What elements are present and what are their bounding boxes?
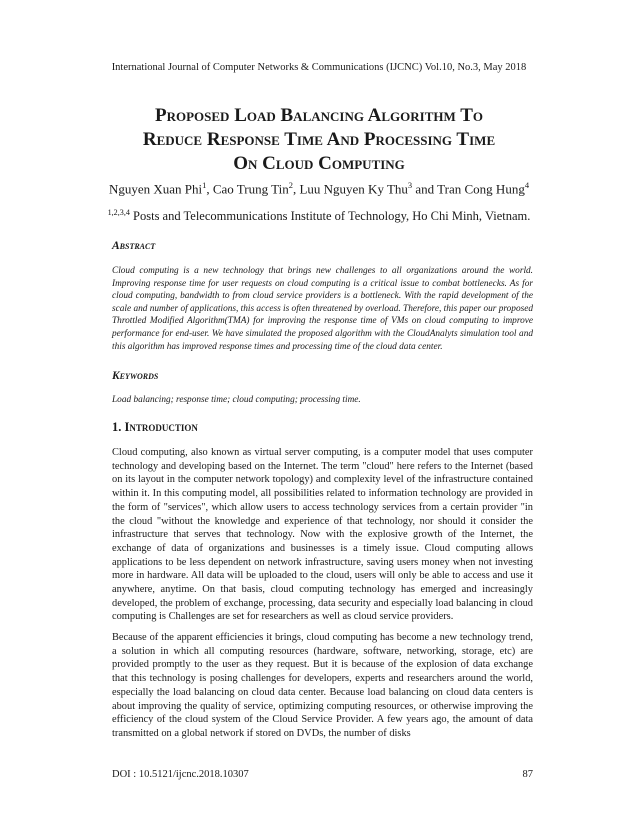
intro-paragraph-1: Cloud computing, also known as virtual server computing, is a computer model that uses computer technology and developing based on the Internet. The term "cloud" here refers to the Internet (based on its layout in the computer network topology) and complexity level of the infrastructure contained within it. In this computing model, all possibilities related to information technology are provided in the form of "services", which allow users to access technology services from a certain provider "in the cloud "without the knowledge and experience of that technology, nor should it consider the infrastructure that serves that technology. Now with the explosive growth of the Internet, the exchange of data of organizations and businesses is a timely issue. Cloud computing allows applications to be less dependent on network infrastructure, saving users money when not investing more in hardware. All data will be uploaded to the cloud, users will only be able to access and use it anywhere, anytime. On that basis, cloud computing technology has emerged and increasingly developed, the problem of exchange, processing, data security and especially load balancing in cloud computing is Challenges are set for researchers as well as cloud service providers. xyxy=(112,447,533,623)
abstract-body: Cloud computing is a new technology that brings new challenges to all organizations around the world. Improving response time for user requests on cloud computing is a critical issue to combat bottlenecks. As for cloud computing, bandwidth to from cloud service providers is a bottleneck. With the rapid development of the scale and number of applications, this access is often threatened by overload. Therefore, this paper our proposed Throttled Modified Algorithm(TMA) for improving the response time of VMs on cloud computing to improve performance for end-user. We have simulated the proposed algorithm with the CloudAnalyts simulation tool and this algorithm has improved response times and processing time of the cloud data center. xyxy=(112,266,533,352)
affiliation-text: Posts and Telecommunications Institute of Technology, Ho Chi Minh, Vietnam. xyxy=(129,209,531,224)
author-3-mark: 3 xyxy=(407,180,413,190)
keywords-body: Load balancing; response time; cloud computing; processing time. xyxy=(112,395,361,405)
author-1: Nguyen Xuan Phi xyxy=(108,181,203,197)
author-1-mark: 1 xyxy=(202,180,207,190)
title-line-1: Proposed Load Balancing Algorithm To xyxy=(155,105,483,126)
intro-paragraph-2: Because of the apparent efficiencies it brings, cloud computing has become a new technology trend, a solution in which all computing resources (hardware, software, networking, storage, etc) are provided promptly to the user as they request. But it is because of the explosion of data exchange that this technology is posing challenges for developers, experts and researchers around the world, especially the load balancing on cloud data center. Because load balancing on cloud data centers is about improving the quality of service, optimizing computing resources, or otherwise improving the efficiency of the cloud system of the Cloud Service Provider. A few years ago, the amount of data transmitted on a global network if stored on DVDs, the number of disks xyxy=(112,632,533,739)
author-list xyxy=(40,180,598,197)
affiliation-marks: 1,2,3,4 xyxy=(107,208,130,217)
author-2-mark: 2 xyxy=(288,180,293,190)
author-and: and xyxy=(412,181,438,197)
paper-title xyxy=(60,104,578,176)
author-3: Luu Nguyen Ky Thu xyxy=(299,181,408,197)
author-2: Cao Trung Tin xyxy=(212,181,289,197)
author-separator: , xyxy=(292,181,300,197)
author-4: Tran Cong Hung xyxy=(437,181,525,197)
abstract-heading: Abstract xyxy=(112,240,156,252)
footer-doi: DOI : 10.5121/ijcnc.2018.10307 xyxy=(112,769,249,780)
title-line-2: Reduce Response Time And Processing Time xyxy=(142,129,496,150)
introduction-heading: 1. Introduction xyxy=(112,420,198,434)
author-separator: , xyxy=(206,181,213,197)
title-line-3: On Cloud Computing xyxy=(233,153,405,174)
journal-header: International Journal of Computer Networks & Communications (IJCNC) Vol.10, No.3, May 2018 xyxy=(111,62,527,73)
author-4-mark: 4 xyxy=(524,180,530,190)
affiliation xyxy=(40,208,598,224)
keywords-heading: Keywords xyxy=(112,370,159,382)
page-number: 87 xyxy=(522,769,533,780)
